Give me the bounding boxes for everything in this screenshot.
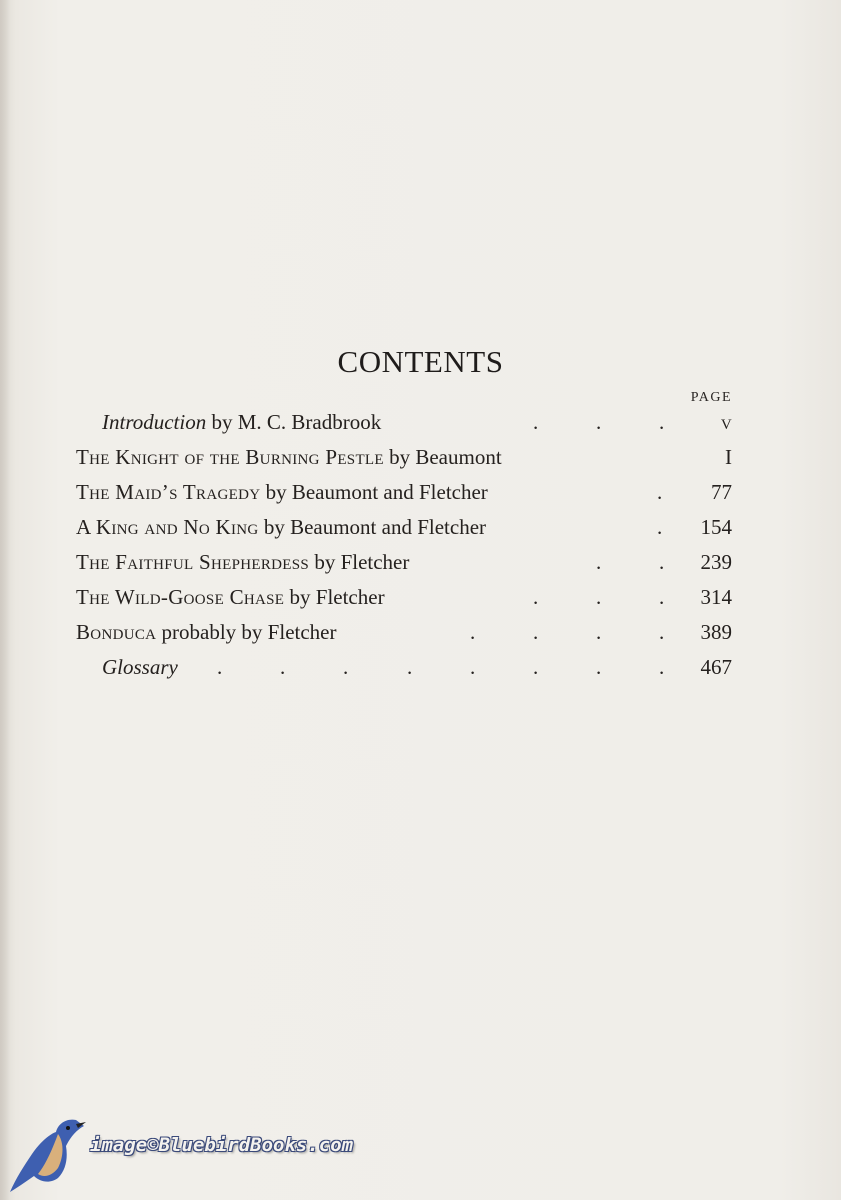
toc-entry-wild-goose-chase: The Wild-Goose Chase by Fletcher . . . 314 bbox=[76, 585, 732, 609]
toc-entry-prefix: Introduction bbox=[102, 410, 207, 434]
toc-entry-glossary: Glossary . . . . . . . . 467 bbox=[102, 655, 732, 679]
toc-entry-page: I bbox=[725, 445, 732, 469]
watermark-text: image©BluebirdBooks.com bbox=[90, 1134, 354, 1156]
toc-entry-title: A King and No King bbox=[76, 515, 259, 539]
toc-entry-page: v bbox=[720, 410, 732, 434]
toc-entry-page: 389 bbox=[700, 620, 732, 644]
toc-entry-author: by Fletcher bbox=[309, 550, 410, 574]
page-title: CONTENTS bbox=[337, 344, 504, 379]
toc-entry-title: Bonduca bbox=[76, 620, 157, 644]
toc-entry-title: The Faithful Shepherdess bbox=[76, 550, 310, 574]
toc-entry-page: 77 bbox=[711, 480, 732, 504]
toc-entry-maids-tragedy: The Maid’s Tragedy by Beaumont and Fletcher . 77 bbox=[76, 480, 732, 504]
toc-entry-title: The Knight of the Burning Pestle bbox=[76, 445, 384, 469]
toc-entry-knight-of-burning-pestle bbox=[0, 445, 841, 477]
toc-entry-author: probably by Fletcher bbox=[156, 620, 337, 644]
toc-entry-page: 467 bbox=[700, 655, 732, 679]
toc-entry-author: by Fletcher bbox=[284, 585, 385, 609]
toc-entry-introduction: Introduction by M. C. Bradbrook . . . v bbox=[102, 410, 732, 434]
toc-entry-king-and-no-king: A King and No King by Beaumont and Fletcher . 154 bbox=[76, 515, 732, 539]
toc-entry-page: 239 bbox=[700, 550, 732, 574]
toc-entry-bonduca: Bonduca probably by Fletcher . . . . 389 bbox=[76, 620, 732, 644]
toc-entry-page: 154 bbox=[700, 515, 732, 539]
toc-entry-author: by Beaumont and Fletcher bbox=[260, 480, 488, 504]
toc-entry-title: The Maid’s Tragedy bbox=[76, 480, 261, 504]
toc-entry-author: by M. C. Bradbrook bbox=[206, 410, 382, 434]
toc-entry-page: 314 bbox=[700, 585, 732, 609]
toc-entry-prefix: Glossary bbox=[102, 655, 178, 679]
page-column-label: PAGE bbox=[690, 390, 732, 405]
toc-entry-author: by Beaumont and Fletcher bbox=[258, 515, 487, 539]
toc-entry-author: by Beaumont bbox=[383, 445, 502, 469]
toc-entry-faithful-shepherdess: The Faithful Shepherdess by Fletcher . . 239 bbox=[76, 550, 732, 574]
bluebird-logo-icon bbox=[6, 1112, 88, 1196]
toc-entry-title: The Wild-Goose Chase bbox=[76, 585, 285, 609]
